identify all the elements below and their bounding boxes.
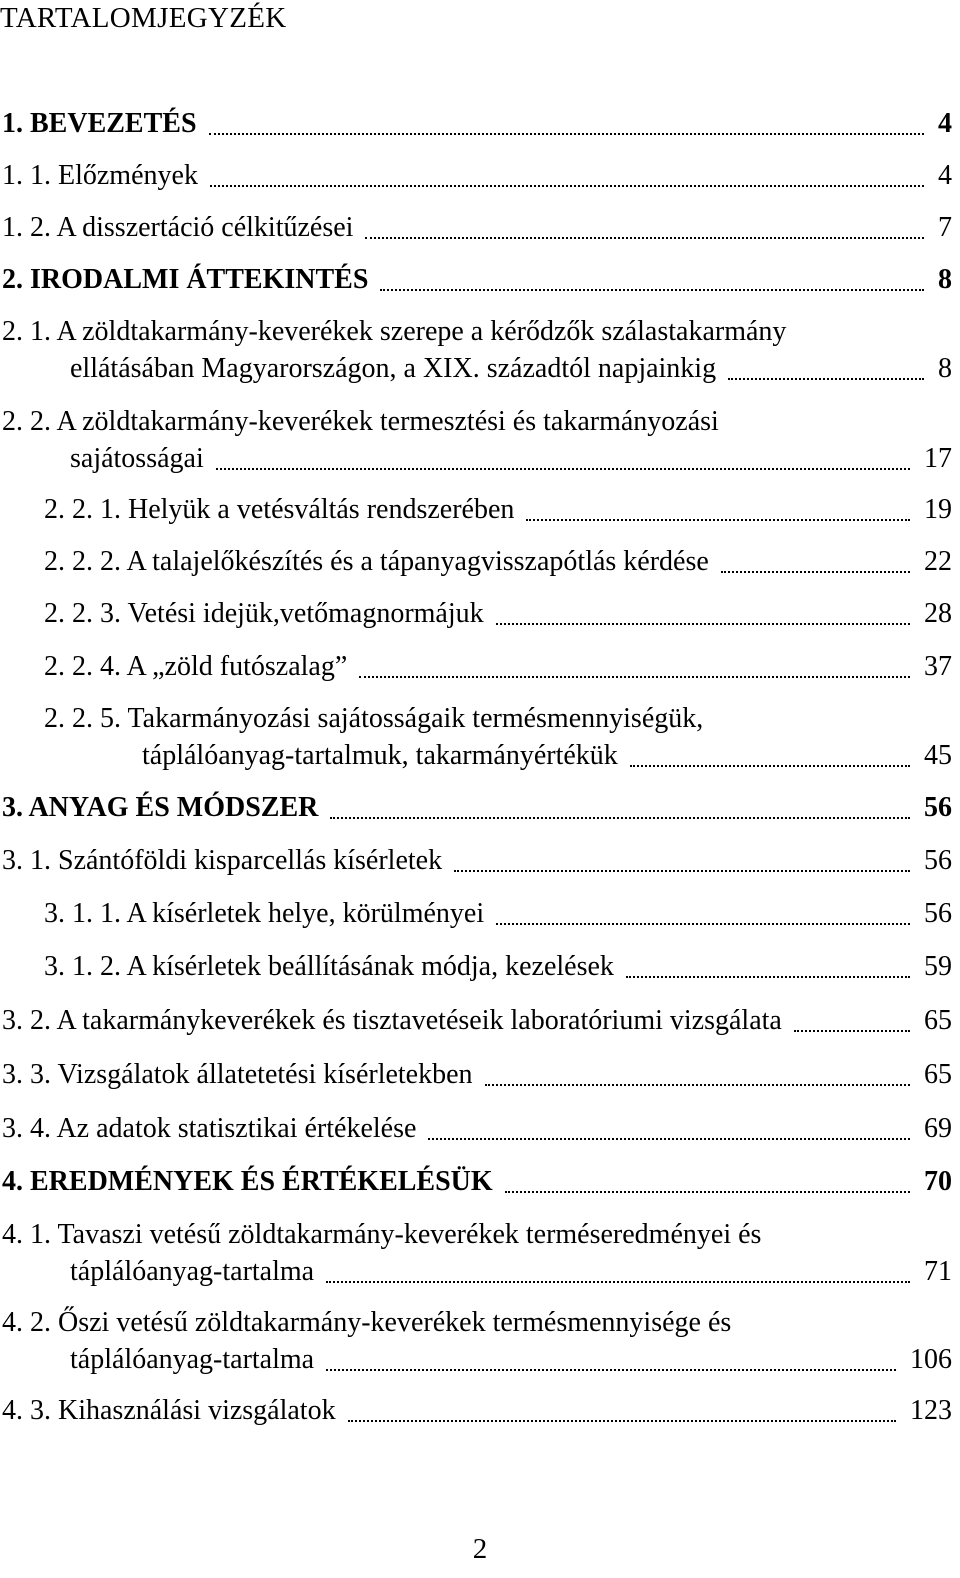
toc-entry-label: 4. 3. Kihasználási vizsgálatok [2, 1395, 336, 1426]
toc-page-number: 22 [924, 546, 952, 577]
toc-entry-label-continuation: ellátásában Magyarországon, a XIX. századtól napjainkig [70, 353, 717, 384]
toc-entry-label: 3. ANYAG ÉS MÓDSZER [2, 792, 319, 823]
toc-entry-label-continuation: sajátosságai [70, 443, 204, 474]
dot-leader [216, 468, 910, 470]
toc-entry-label: 2. 2. 2. A talajelőkészítés és a tápanyagvisszapótlás kérdése [44, 546, 709, 577]
dot-leader [326, 1281, 910, 1283]
toc-entry-label: 3. 1. 2. A kísérletek beállításának módja, kezelések [44, 951, 614, 982]
dot-leader [794, 1030, 910, 1032]
dot-leader [496, 623, 910, 625]
toc-entry-label: 2. 2. 4. A „zöld futószalag” [44, 651, 348, 682]
toc-page-number: 56 [924, 792, 952, 823]
toc-page-number: 59 [924, 951, 952, 982]
dot-leader [526, 519, 910, 521]
dot-leader [505, 1191, 910, 1193]
toc-page-number: 8 [938, 353, 952, 384]
dot-leader [359, 676, 910, 678]
toc-page-number: 8 [938, 264, 952, 295]
toc-page-number: 56 [924, 845, 952, 876]
toc-entry-label: 4. EREDMÉNYEK ÉS ÉRTÉKELÉSÜK [2, 1166, 493, 1197]
dot-leader [496, 923, 910, 925]
toc-page-number: 106 [910, 1344, 952, 1375]
toc-entry-label: 2. IRODALMI ÁTTEKINTÉS [2, 264, 369, 295]
dot-leader [630, 765, 910, 767]
toc-entry-label: 3. 1. 1. A kísérletek helye, körülményei [44, 898, 485, 929]
toc-entry-label: 1. BEVEZETÉS [2, 108, 197, 139]
toc-page-number: 71 [924, 1256, 952, 1287]
toc-page-number: 65 [924, 1059, 952, 1090]
dot-leader [721, 571, 910, 573]
toc-page-number: 56 [924, 898, 952, 929]
toc-page-number: 70 [924, 1166, 952, 1197]
toc-page-number: 17 [924, 443, 952, 474]
toc-entry-label: 1. 1. Előzmények [2, 160, 198, 191]
toc-page-number: 19 [924, 494, 952, 525]
toc-entry-label: 2. 2. 5. Takarmányozási sajátosságaik termésmennyiségük, [44, 703, 704, 734]
dot-leader [210, 185, 924, 187]
toc-entry-label: 3. 3. Vizsgálatok állatetetési kísérletekben [2, 1059, 473, 1090]
dot-leader [209, 133, 924, 135]
toc-entry-label: 4. 2. Őszi vetésű zöldtakarmány-keverékek termésmennyisége és [2, 1307, 732, 1338]
toc-entry-label-continuation: táplálóanyag-tartalmuk, takarmányértékük [142, 740, 618, 771]
toc-entry-label: 2. 2. 1. Helyük a vetésváltás rendszerében [44, 494, 515, 525]
toc-entry-label-continuation: táplálóanyag-tartalma [70, 1344, 315, 1375]
dot-leader [348, 1420, 896, 1422]
toc-page-number: 69 [924, 1113, 952, 1144]
toc-page-number: 4 [938, 160, 952, 191]
dot-leader [485, 1084, 910, 1086]
toc-page-number: 45 [924, 740, 952, 771]
toc-entry-label-continuation: táplálóanyag-tartalma [70, 1256, 315, 1287]
toc-entry-label: 3. 4. Az adatok statisztikai értékelése [2, 1113, 417, 1144]
dot-leader [365, 237, 924, 239]
dot-leader [380, 289, 924, 291]
toc-page-number: 7 [938, 212, 952, 243]
toc-entry-label: 2. 2. 3. Vetési idejük,vetőmagnormájuk [44, 598, 484, 629]
toc-entry-label: 3. 1. Szántóföldi kisparcellás kísérletek [2, 845, 443, 876]
toc-title: TARTALOMJEGYZÉK [0, 2, 287, 34]
toc-entry-label: 2. 1. A zöldtakarmány-keverékek szerepe a kérődzők szálastakarmány [2, 316, 787, 347]
toc-page-number: 37 [924, 651, 952, 682]
toc-page-number: 4 [938, 108, 952, 139]
toc-page-number: 123 [910, 1395, 952, 1426]
toc-entry-label: 2. 2. A zöldtakarmány-keverékek termesztési és takarmányozási [2, 406, 719, 437]
dot-leader [326, 1369, 896, 1371]
toc-entry-label: 1. 2. A disszertáció célkitűzései [2, 212, 354, 243]
dot-leader [626, 976, 910, 978]
toc-entry-label: 3. 2. A takarmánykeverékek és tisztavetéseik laboratóriumi vizsgálata [2, 1005, 782, 1036]
dot-leader [428, 1138, 910, 1140]
dot-leader [728, 378, 924, 380]
page-number: 2 [472, 1533, 488, 1565]
dot-leader [454, 870, 910, 872]
toc-page-number: 65 [924, 1005, 952, 1036]
toc-page-number: 28 [924, 598, 952, 629]
toc-entry-label: 4. 1. Tavaszi vetésű zöldtakarmány-keverékek terméseredményei és [2, 1219, 762, 1250]
dot-leader [330, 817, 910, 819]
